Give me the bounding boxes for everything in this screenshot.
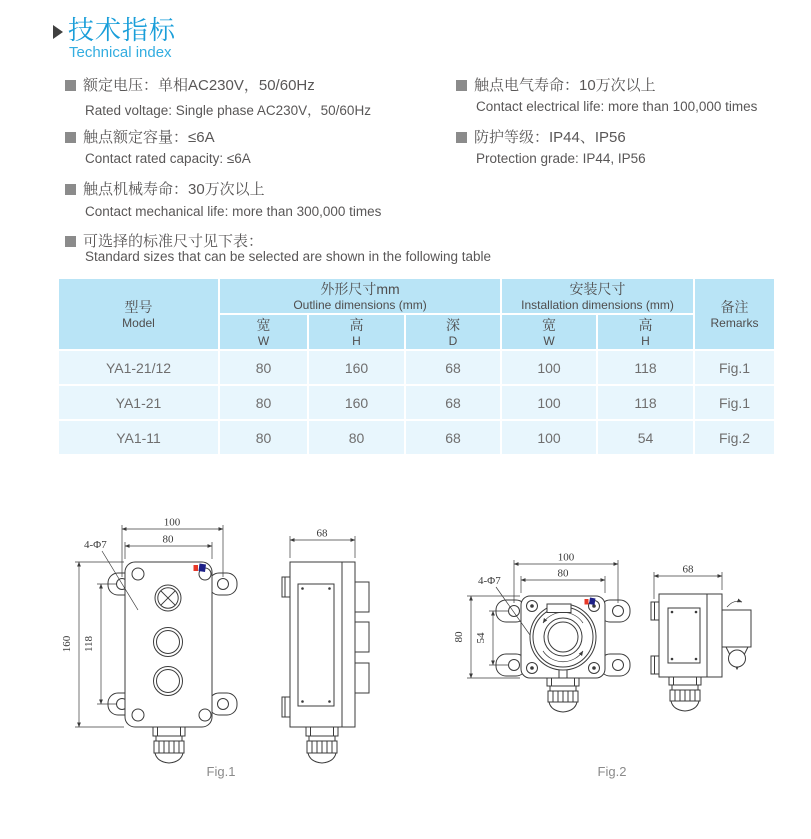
enclosure-side bbox=[290, 562, 355, 727]
fig1-label: Fig.1 bbox=[206, 764, 236, 779]
mounting-ear-profile bbox=[282, 577, 290, 597]
bezel-tab bbox=[547, 604, 571, 613]
page-subtitle: Technical index bbox=[69, 44, 172, 61]
dim-holes: 4-Φ7 bbox=[84, 539, 107, 551]
spec-mechanical-life-en: Contact mechanical life: more than 300,000 times bbox=[85, 204, 382, 219]
spec-rated-voltage-en: Rated voltage: Single phase AC230V，50/60Hz bbox=[85, 103, 371, 118]
title-arrow-icon bbox=[53, 25, 63, 39]
spec-protection-grade-en: Protection grade: IP44, IP56 bbox=[476, 151, 646, 166]
rotate-arrow bbox=[727, 601, 742, 607]
spec-electrical-life-cn bbox=[456, 74, 656, 95]
spec-text: 触点电气寿命：10万次以上 bbox=[474, 77, 656, 94]
dim-depth: 68 bbox=[682, 563, 694, 576]
spec-contact-capacity-en: Contact rated capacity: ≤6A bbox=[85, 151, 251, 166]
dim-width-outer: 100 bbox=[557, 551, 575, 564]
mounting-ear-profile bbox=[282, 697, 290, 717]
cell-model: YA1-11 bbox=[58, 420, 219, 455]
dimensions-table bbox=[57, 277, 776, 456]
col-header-remarks: 备注 Remarks bbox=[694, 278, 775, 350]
table-row: YA1-21/12 80 160 68 100 118 Fig.1 bbox=[58, 350, 775, 385]
col-header-install: 安装尺寸 Installation dimensions (mm) bbox=[501, 278, 694, 314]
spec-protection-grade-cn bbox=[456, 126, 626, 147]
fig2-technical-drawing bbox=[448, 523, 793, 748]
cell-model: YA1-21 bbox=[58, 385, 219, 420]
dim-height-inner: 118 bbox=[83, 635, 95, 653]
fig2-front-view bbox=[496, 596, 630, 712]
spec-text: 触点额定容量：≤6A bbox=[83, 129, 215, 146]
cell-remark: Fig.1 bbox=[694, 385, 775, 420]
bullet-icon bbox=[456, 132, 467, 143]
bullet-icon bbox=[456, 80, 467, 91]
dim-height-outer: 160 bbox=[61, 635, 73, 653]
bullet-icon bbox=[65, 236, 76, 247]
fig2-side-view bbox=[651, 594, 751, 711]
cell-model: YA1-21/12 bbox=[58, 350, 219, 385]
table-row: YA1-11 80 80 68 100 54 Fig.2 bbox=[58, 420, 775, 455]
bullet-icon bbox=[65, 132, 76, 143]
spec-text: 可选择的标准尺寸见下表： bbox=[83, 233, 264, 250]
col-header-depth: 深 D bbox=[405, 314, 501, 350]
cable-gland bbox=[306, 727, 338, 763]
cell-remark: Fig.1 bbox=[694, 350, 775, 385]
cable-gland bbox=[547, 678, 579, 712]
spec-rated-voltage-cn bbox=[65, 74, 315, 95]
fig2-label: Fig.2 bbox=[597, 764, 627, 779]
spec-text: 防护等级：IP44、IP56 bbox=[474, 129, 626, 146]
estop-profile bbox=[722, 601, 751, 669]
spec-electrical-life-en: Contact electrical life: more than 100,000 times bbox=[476, 99, 758, 114]
spec-contact-capacity-cn bbox=[65, 126, 215, 147]
col-header-install-width: 宽 W bbox=[501, 314, 597, 350]
mounting-ear bbox=[209, 693, 237, 715]
dim-height-outer: 80 bbox=[453, 631, 465, 643]
bullet-icon bbox=[65, 80, 76, 91]
page-title: 技术指标 bbox=[68, 15, 177, 45]
col-header-width: 宽 W bbox=[219, 314, 308, 350]
col-header-model: 型号 Model bbox=[58, 278, 219, 350]
col-header-install-height: 高 H bbox=[597, 314, 694, 350]
dim-width-outer: 100 bbox=[163, 516, 181, 529]
spec-standard-sizes-cn bbox=[65, 230, 263, 251]
spec-text: 触点机械寿命：30万次以上 bbox=[83, 181, 265, 198]
dim-holes: 4-Φ7 bbox=[478, 575, 501, 587]
cell-remark: Fig.2 bbox=[694, 420, 775, 455]
fig1-side-view bbox=[282, 562, 369, 763]
table-row: YA1-21 80 160 68 100 118 Fig.1 bbox=[58, 385, 775, 420]
enclosure-body bbox=[125, 562, 212, 727]
bullet-icon bbox=[65, 184, 76, 195]
button-profile bbox=[355, 622, 369, 652]
col-header-height: 高 H bbox=[308, 314, 405, 350]
fig1-technical-drawing bbox=[58, 498, 418, 790]
col-header-outline: 外形尺寸mm Outline dimensions (mm) bbox=[219, 278, 501, 314]
spec-mechanical-life-cn bbox=[65, 178, 265, 199]
dim-width-inner: 80 bbox=[557, 567, 569, 580]
spec-text: 额定电压：单相AC230V，50/60Hz bbox=[83, 77, 315, 94]
dim-depth: 68 bbox=[316, 527, 328, 540]
button-profile bbox=[355, 582, 369, 612]
cable-gland bbox=[153, 727, 185, 763]
spec-standard-sizes-en: Standard sizes that can be selected are shown in the following table bbox=[85, 249, 492, 264]
dim-height-inner: 54 bbox=[475, 632, 487, 644]
dim-width-inner: 80 bbox=[162, 533, 174, 546]
button-profile bbox=[355, 663, 369, 693]
cable-gland bbox=[669, 677, 701, 711]
